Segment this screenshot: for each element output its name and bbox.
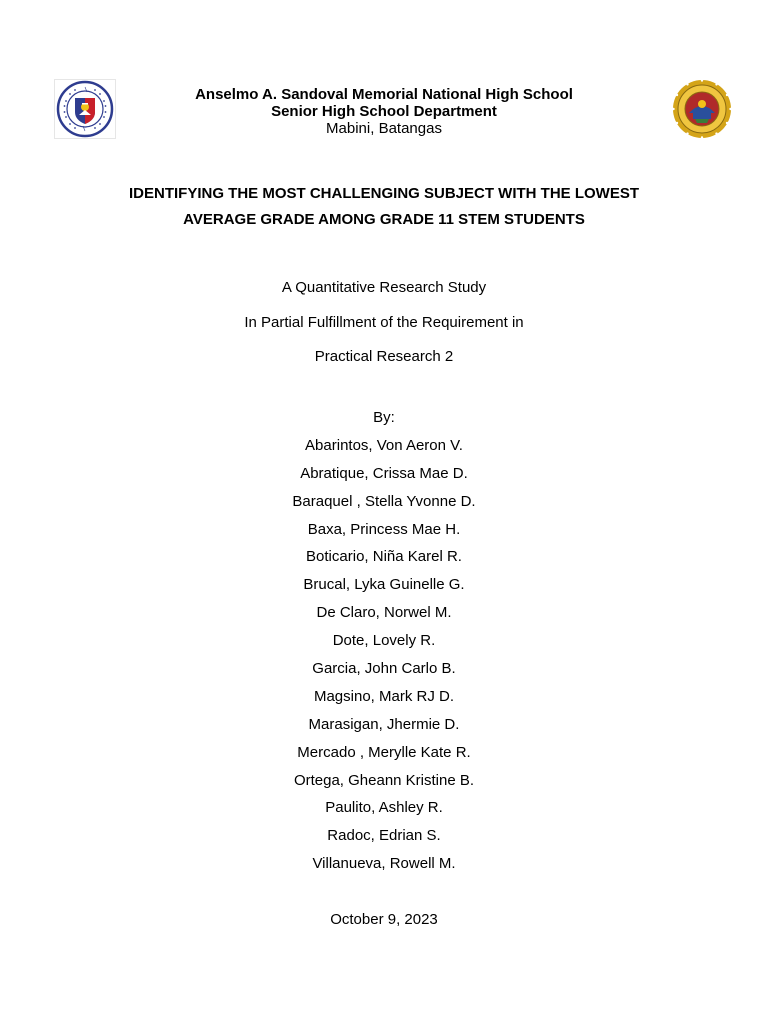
author-name: De Claro, Norwel M. <box>316 604 452 622</box>
author-name: Boticario, Niña Karel R. <box>306 548 462 566</box>
author-name: Paulito, Ashley R. <box>325 799 443 817</box>
school-seal-icon <box>671 79 733 139</box>
author-name: Radoc, Edrian S. <box>327 827 441 845</box>
school-name: Anselmo A. Sandoval Memorial National High School <box>195 86 573 103</box>
author-name: Baraquel , Stella Yvonne D. <box>292 492 476 510</box>
author-name: Marasigan, Jhermie D. <box>308 715 460 733</box>
author-name: Ortega, Gheann Kristine B. <box>293 771 475 789</box>
research-title <box>84 181 684 233</box>
course-name: Practical Research 2 <box>314 348 454 365</box>
author-name: Mercado , Merylle Kate R. <box>297 743 471 761</box>
author-name: Magsino, Mark RJ D. <box>313 687 455 705</box>
author-name: Villanueva, Rowell M. <box>312 855 456 873</box>
fulfillment-line: In Partial Fulfillment of the Requirement in <box>244 314 524 331</box>
by-label: By: <box>373 409 395 426</box>
department-name: Senior High School Department <box>271 103 497 120</box>
study-type: A Quantitative Research Study <box>281 279 487 296</box>
school-header <box>130 86 638 137</box>
author-list <box>0 409 768 883</box>
author-name: Baxa, Princess Mae H. <box>307 520 461 538</box>
deped-seal-icon <box>54 79 116 139</box>
author-name: Abratique, Crissa Mae D. <box>300 464 468 482</box>
author-name: Abarintos, Von Aeron V. <box>305 436 463 454</box>
author-name: Brucal, Lyka Guinelle G. <box>303 576 465 594</box>
title-line-2: AVERAGE GRADE AMONG GRADE 11 STEM STUDENTS <box>183 211 585 228</box>
author-name: Dote, Lovely R. <box>332 632 436 650</box>
school-address: Mabini, Batangas <box>326 120 442 137</box>
submission-date: October 9, 2023 <box>330 911 438 928</box>
author-name: Garcia, John Carlo B. <box>312 660 456 678</box>
title-line-1: IDENTIFYING THE MOST CHALLENGING SUBJECT WITH THE LOWEST <box>129 185 639 202</box>
